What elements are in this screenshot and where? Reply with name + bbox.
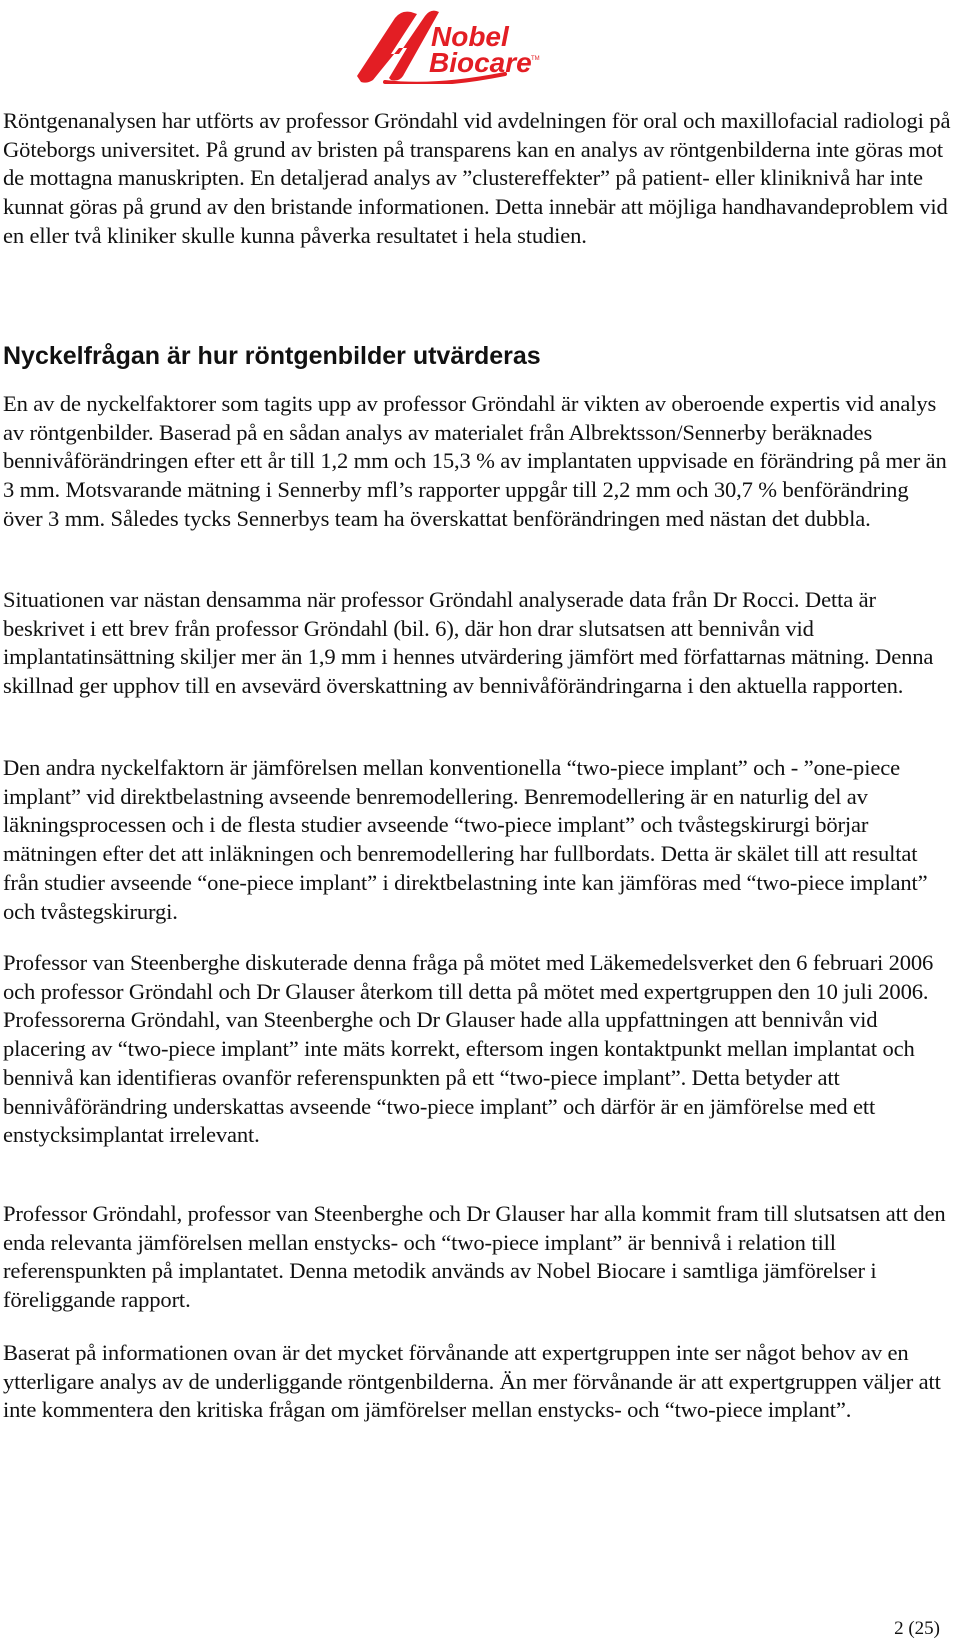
logo-trademark: TM [531, 56, 540, 62]
paragraph-relevant-comparison: Professor Gröndahl, professor van Steenberghe och Dr Glauser har alla kommit fram till slutsatsen att den enda relevanta jämförelsen mellan enstycks- och “two-piece implant” är bennivå i relation till referenspunkten på implantatet. Denna metodik används av Nobel Biocare i samtliga jämförelser i föreliggande rapport. [3, 1201, 946, 1313]
section-heading: Nyckelfrågan är hur röntgenbilder utvärderas [3, 342, 541, 370]
paragraph-independent-expertise: En av de nyckelfaktorer som tagits upp av professor Gröndahl är vikten av oberoende expertis vid analys av röntgenbilder. Baserad på en sådan analys av materialet från Albrektsson/Sennerby beräknades bennivåförändringen efter ett år till 1,2 mm och 15,3 % av implantaten uppvisade en förändring på mer än 3 mm. Motsvarande mätning i Sennerby mfl’s rapporter uppgår till 2,2 mm och 30,7 % benförändring över 3 mm. Således tycks Sennerbys team ha överskattat benförändringen med nästan det dubbla. [3, 391, 947, 531]
nobel-biocare-logo [355, 6, 545, 84]
paragraph-conclusion: Baserat på informationen ovan är det mycket förvånande att expertgruppen inte ser något behov av en ytterligare analys av de underliggande röntgenbilderna. Än mer förvånande är att expertgruppen väljer att inte kommentera den kritiska frågan om jämförelser mellan enstycks- och “two-piece implant”. [3, 1340, 941, 1423]
paragraph-one-piece-comparison: Den andra nyckelfaktorn är jämförelsen mellan konventionella “two-piece implant” och - ”one-piece implant” vid direktbelastning avseende benremodellering. Benremodellering är en naturlig del av läkningsprocessen och i de flesta studier avseende “two-piece implant” och tvåstegskirurgi börjar mätningen efter det att inläkningen och benremodellering har fullbordats. Detta är skälet till att resultat från studier avseende “one-piece implant” i direktbelastning inte kan jämföras med “two-piece implant” och tvåstegskirurgi. [3, 755, 928, 924]
paragraph-radiographic-analysis: Röntgenanalysen har utförts av professor Gröndahl vid avdelningen för oral och maxillofacial radiologi på Göteborgs universitet. På grund av bristen på transparens kan en analys av röntgenbilderna inte göras mot de mottagna manuskripten. En detaljerad analys av ”clustereffekter” på patient- eller kliniknivå har inte kunnat göras på grund av den bristande informationen. Detta innebär att möjliga handhavandeproblem vid en eller två kliniker skulle kunna påverka resultatet i hela studien. [3, 108, 951, 248]
paragraph-lakemedelsverket-meeting: Professor van Steenberghe diskuterade denna fråga på mötet med Läkemedelsverket den 6 februari 2006 och professor Gröndahl och Dr Glauser återkom till detta på mötet med expertgruppen den 10 juli 2006. Professorerna Gröndahl, van Steenberghe och Dr Glauser hade alla uppfattningen att bennivån vid placering av “two-piece implant” inte mäts korrekt, eftersom ingen kontaktpunkt mellan implantat och bennivå kan identifieras ovanför referenspunkten på ett “two-piece implant”. Detta betyder att bennivåförändring underskattas avseende “two-piece implant” och därför är en jämförelse med ett enstycksimplantat irrelevant. [3, 950, 934, 1148]
logo-word-nobel: Nobel [431, 21, 509, 52]
logo-word-biocare: Biocare [429, 47, 532, 78]
logo-swoosh-mark [357, 11, 439, 83]
nobel-biocare-logo-graphic [355, 6, 545, 84]
paragraph-rocci-data: Situationen var nästan densamma när professor Gröndahl analyserade data från Dr Rocci. Detta är beskrivet i ett brev från professor Gröndahl (bil. 6), där hon drar slutsatsen att bennivån vid implantatinsättning skiljer mer än 1,9 mm i hennes utvärdering jämfört med författarnas mätning. Denna skillnad ger upphov till en avsevärd överskattning av bennivåförändringarna i den aktuella rapporten. [3, 587, 934, 699]
page-number: 2 (25) [894, 1618, 940, 1639]
